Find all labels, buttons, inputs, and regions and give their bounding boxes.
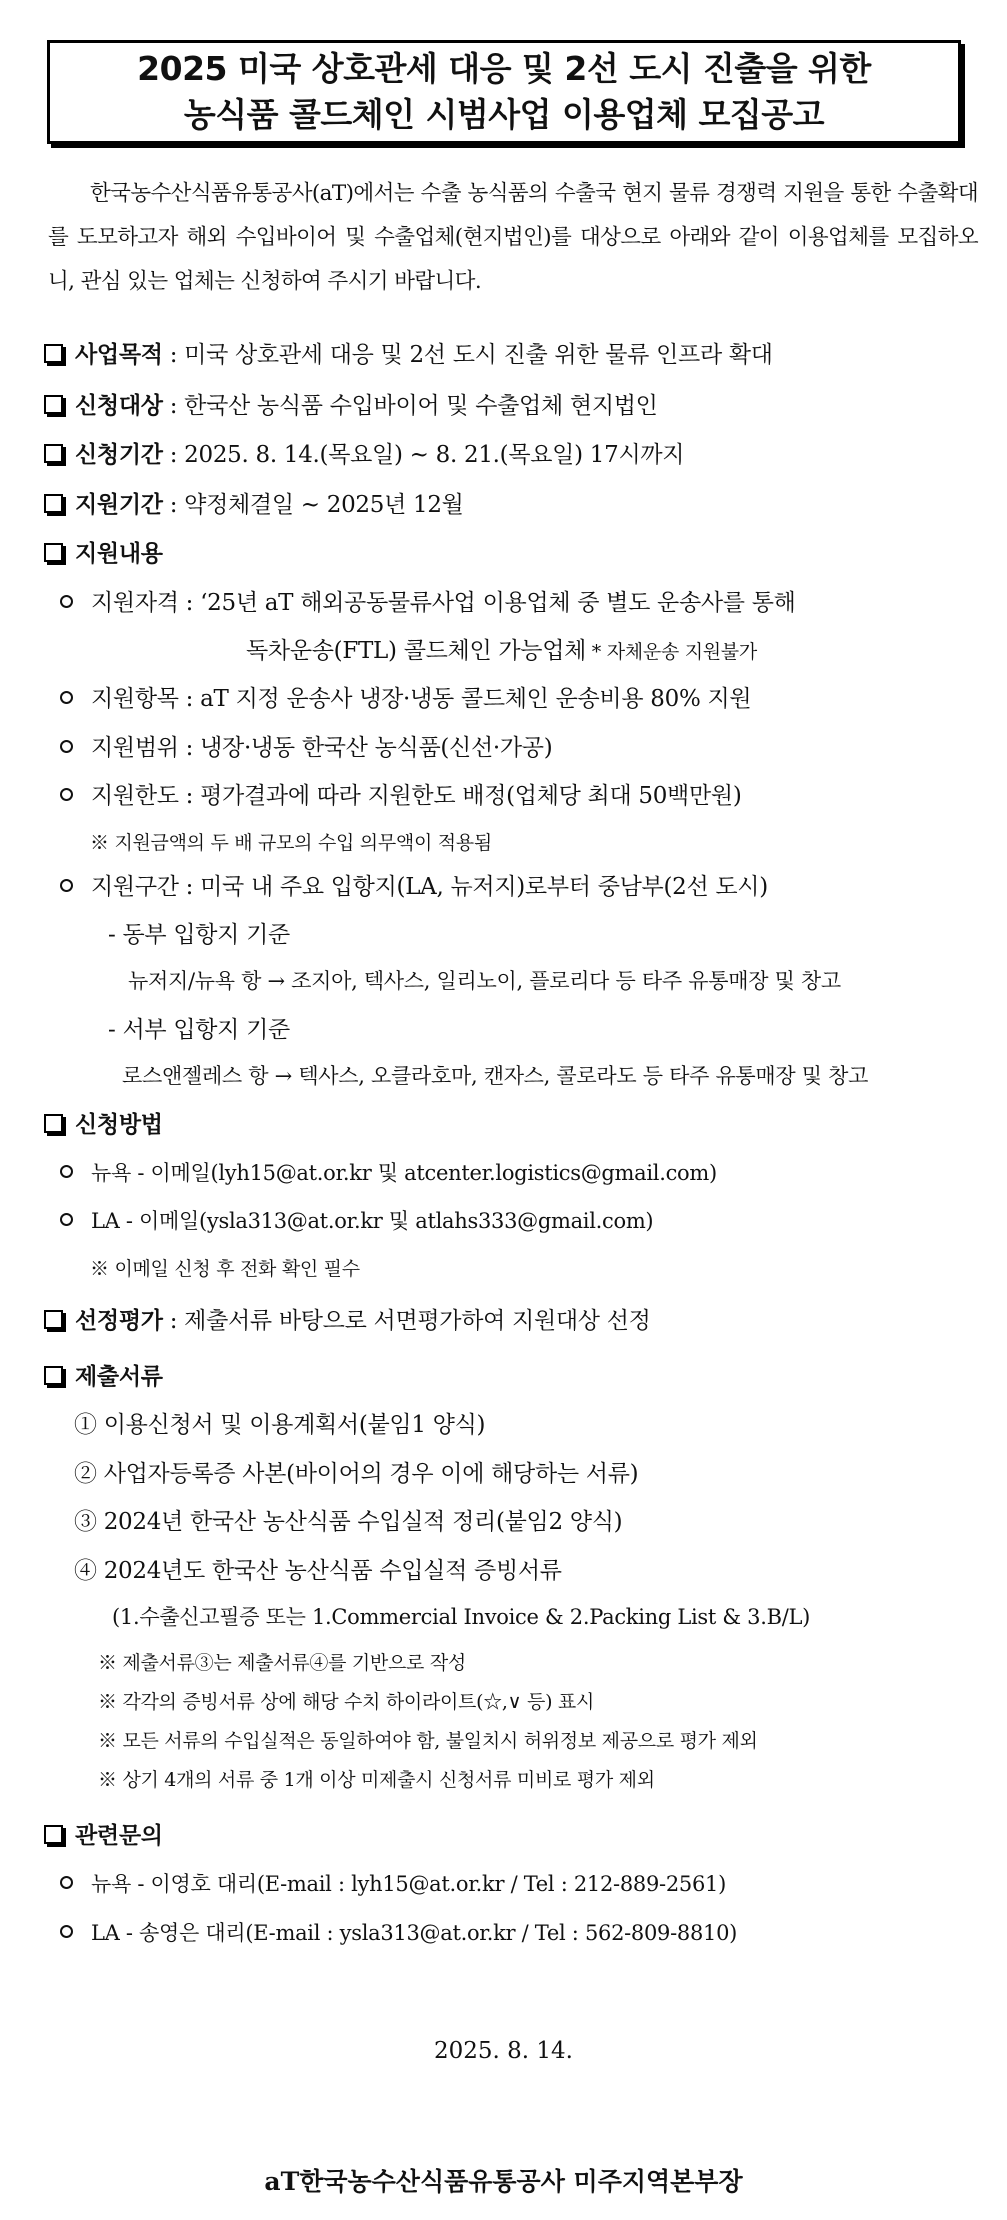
- section-key: 신청기간: [75, 441, 163, 468]
- notice-date: 2025. 8. 14.: [434, 2038, 573, 2064]
- document-note-1: ※ 제출서류③는 제출서류④를 기반으로 작성: [98, 1652, 466, 1674]
- document-note-3: ※ 모든 서류의 수입실적은 동일하여야 함, 불일치시 허위정보 제공으로 평가 제외: [98, 1730, 758, 1752]
- method-la: LA - 이메일(ysla313@at.or.kr 및 atlahs333@gmail.com): [60, 1205, 653, 1235]
- qualification-note: * 자체운송 지원불가: [586, 641, 757, 663]
- checkbox-square-icon: [44, 494, 63, 513]
- support-qualification: 지원자격 : ‘25년 aT 해외공동물류사업 이용업체 중 별도 운송사를 통해: [60, 584, 796, 617]
- section-key: 신청대상: [75, 392, 163, 419]
- section-value: : 제출서류 바탕으로 서면평가하여 지원대상 선정: [162, 1308, 651, 1334]
- intro-paragraph: 한국농수산식품유통공사(aT)에서는 수출 농식품의 수출국 현지 물류 경쟁력 지원을 통한 수출확대를 도모하고자 해외 수입바이어 및 수출업체(현지법인)를 대상으로 아래와 같이 이용업체를 모집하오니, 관심 있는 업체는 신청하여 주시기 바랍니다.: [48, 181, 978, 294]
- support-qualification-cont: 독차운송(FTL) 콜드체인 가능업체 * 자체운송 지원불가: [246, 638, 757, 664]
- section-evaluation: [44, 1302, 651, 1335]
- contact-ny: 뉴욕 - 이영호 대리(E-mail : lyh15@at.or.kr / Tel : 212-889-2561): [60, 1868, 726, 1898]
- title-box: [47, 40, 961, 144]
- section-support-period: [44, 486, 464, 519]
- circle-bullet-icon: [60, 740, 73, 753]
- support-items: 지원항목 : aT 지정 운송사 냉장·냉동 콜드체인 운송비용 80% 지원: [60, 680, 751, 713]
- section-method: [44, 1106, 163, 1139]
- circle-bullet-icon: [60, 1876, 73, 1889]
- document-note-2: ※ 각각의 증빙서류 상에 해당 수치 하이라이트(☆,∨ 등) 표시: [98, 1691, 595, 1713]
- route-east-label: - 동부 입항지 기준: [108, 922, 290, 948]
- checkbox-square-icon: [44, 395, 63, 414]
- section-key: 지원기간: [75, 491, 163, 518]
- method-note: ※ 이메일 신청 후 전화 확인 필수: [90, 1258, 360, 1280]
- route-east-detail: 뉴저지/뉴욕 항 → 조지아, 텍사스, 일리노이, 플로리다 등 타주 유통매장 및 창고: [128, 969, 841, 993]
- document-4-detail: (1.수출신고필증 또는 1.Commercial Invoice & 2.Packing List & 3.B/L): [112, 1605, 811, 1629]
- circle-bullet-icon: [60, 1165, 73, 1178]
- checkbox-square-icon: [44, 1366, 63, 1385]
- signature: aT한국농수산식품유통공사 미주지역본부장: [264, 2167, 743, 2196]
- title-line-2: 농식품 콜드체인 시범사업 이용업체 모집공고: [183, 95, 825, 134]
- circle-bullet-icon: [60, 691, 73, 704]
- section-key: 선정평가: [75, 1307, 163, 1334]
- checkbox-square-icon: [44, 543, 63, 562]
- checkbox-square-icon: [44, 1825, 63, 1844]
- support-scope: 지원범위 : 냉장·냉동 한국산 농식품(신선·가공): [60, 729, 552, 762]
- circle-bullet-icon: [60, 1213, 73, 1226]
- document-4: ④ 2024년도 한국산 농산식품 수입실적 증빙서류: [74, 1558, 562, 1584]
- support-limit: 지원한도 : 평가결과에 따라 지원한도 배정(업체당 최대 50백만원): [60, 777, 742, 810]
- section-support: [44, 535, 163, 568]
- circle-bullet-icon: [60, 595, 73, 608]
- route-west-label: - 서부 입항지 기준: [108, 1017, 290, 1043]
- section-target: [44, 387, 658, 420]
- section-key: 제출서류: [75, 1363, 163, 1390]
- route-west-detail: 로스앤젤레스 항 → 텍사스, 오클라호마, 캔자스, 콜로라도 등 타주 유통매장 및 창고: [122, 1064, 869, 1088]
- support-route: 지원구간 : 미국 내 주요 입항지(LA, 뉴저지)로부터 중남부(2선 도시): [60, 868, 768, 901]
- title-line-1: 2025 미국 상호관세 대응 및 2선 도시 진출을 위한: [137, 49, 871, 88]
- document-1: ① 이용신청서 및 이용계획서(붙임1 양식): [74, 1412, 486, 1438]
- section-value: : 미국 상호관세 대응 및 2선 도시 진출 위한 물류 인프라 확대: [162, 342, 773, 368]
- section-key: 사업목적: [75, 341, 163, 368]
- section-key: 관련문의: [75, 1822, 163, 1849]
- circle-bullet-icon: [60, 879, 73, 892]
- section-value: : 2025. 8. 14.(목요일) ~ 8. 21.(목요일) 17시까지: [162, 442, 685, 468]
- contact-la: LA - 송영은 대리(E-mail : ysla313@at.or.kr / Tel : 562-809-8810): [60, 1917, 737, 1947]
- document-2: ② 사업자등록증 사본(바이어의 경우 이에 해당하는 서류): [74, 1461, 639, 1487]
- method-ny: 뉴욕 - 이메일(lyh15@at.or.kr 및 atcenter.logistics@gmail.com): [60, 1157, 717, 1187]
- section-period: [44, 436, 684, 469]
- section-contact: [44, 1817, 163, 1850]
- section-purpose: [44, 336, 773, 369]
- document-note-4: ※ 상기 4개의 서류 중 1개 이상 미제출시 신청서류 미비로 평가 제외: [98, 1769, 655, 1791]
- section-value: : 한국산 농식품 수입바이어 및 수출업체 현지법인: [162, 393, 658, 419]
- document-3: ③ 2024년 한국산 농산식품 수입실적 정리(붙임2 양식): [74, 1509, 623, 1535]
- checkbox-square-icon: [44, 1114, 63, 1133]
- section-key: 신청방법: [75, 1111, 163, 1138]
- support-limit-note: ※ 지원금액의 두 배 규모의 수입 의무액이 적용됨: [90, 832, 492, 854]
- checkbox-square-icon: [44, 344, 63, 363]
- section-documents: [44, 1358, 163, 1391]
- circle-bullet-icon: [60, 788, 73, 801]
- circle-bullet-icon: [60, 1925, 73, 1938]
- checkbox-square-icon: [44, 444, 63, 463]
- section-key: 지원내용: [75, 540, 163, 567]
- section-value: : 약정체결일 ~ 2025년 12월: [162, 492, 464, 518]
- checkbox-square-icon: [44, 1310, 63, 1329]
